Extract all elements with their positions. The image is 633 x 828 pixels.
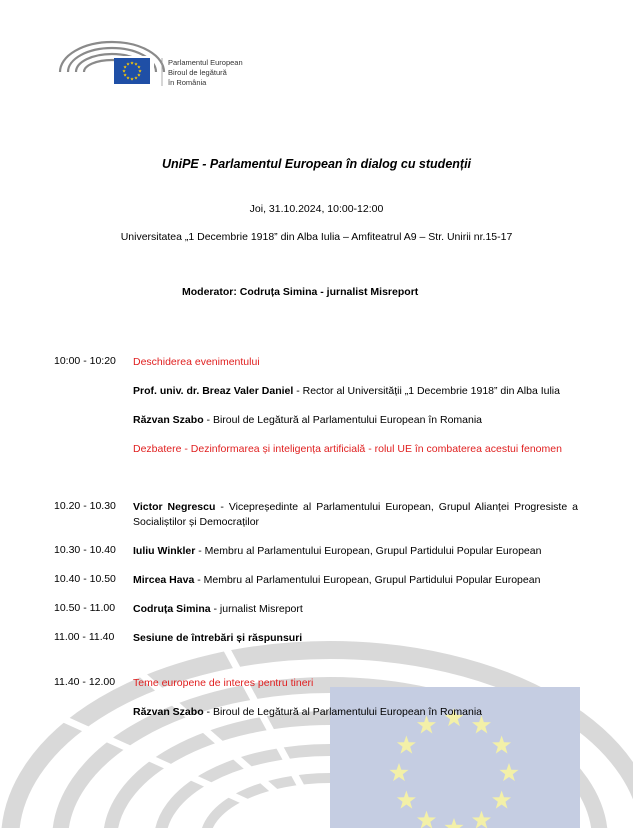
speaker-name: Iuliu Winkler bbox=[133, 545, 196, 557]
event-date: Joi, 31.10.2024, 10:00-12:00 bbox=[249, 203, 384, 215]
speaker-name: Codruța Simina bbox=[133, 603, 211, 615]
speaker-name: Mircea Hava bbox=[133, 574, 195, 586]
agenda-time: 11.00 - 11.40 bbox=[54, 631, 115, 643]
speaker-role: - Biroul de Legătură al Parlamentului European în Romania bbox=[203, 706, 483, 718]
event-title: UniPE - Parlamentul European în dialog cu studenții bbox=[161, 157, 472, 171]
speaker-name: Răzvan Szabo bbox=[133, 414, 204, 426]
logo-line-1: Parlamentul European bbox=[168, 58, 243, 67]
speaker-name: Prof. univ. dr. Breaz Valer Daniel bbox=[133, 385, 294, 397]
agenda-time: 10:00 - 10:20 bbox=[54, 355, 116, 367]
speaker-role: - jurnalist Misreport bbox=[210, 603, 303, 615]
agenda-time: 10.50 - 11.00 bbox=[54, 602, 116, 614]
agenda-time: 10.30 - 10.40 bbox=[54, 544, 116, 556]
event-location: Universitatea „1 Decembrie 1918” din Alba Iulia – Amfiteatrul A9 – Str. Unirii nr.15-17 bbox=[120, 231, 513, 243]
speaker-name: Răzvan Szabo bbox=[133, 706, 204, 718]
agenda-session-title: Sesiune de întrebări și răspunsuri bbox=[133, 632, 303, 644]
logo-line-3: în România bbox=[168, 78, 207, 87]
speaker-role: - Membru al Parlamentului European, Grupul Partidului Popular European bbox=[195, 545, 542, 557]
speaker-name: Victor Negrescu bbox=[133, 501, 216, 513]
speaker-role: - Vicepreședinte al Parlamentului European, Grupul Alianței Progresiste a Socialiștilor și Democraților bbox=[133, 501, 578, 528]
speaker-role: - Membru al Parlamentului European, Grupul Partidului Popular European bbox=[194, 574, 541, 586]
speaker-role: - Biroul de Legătură al Parlamentului European în Romania bbox=[203, 414, 483, 426]
agenda-session-title: Teme europene de interes pentru tineri bbox=[133, 677, 314, 689]
agenda-time: 11.40 - 12.00 bbox=[54, 676, 116, 688]
logo-line-2: Biroul de legătură bbox=[168, 68, 227, 77]
debate-title: Dezbatere - Dezinformarea și inteligența artificială - rolul UE în combaterea acestui fenomen bbox=[133, 443, 562, 455]
logo-text bbox=[168, 58, 243, 88]
agenda-time: 10.20 - 10.30 bbox=[54, 500, 116, 512]
agenda-time: 10.40 - 10.50 bbox=[54, 573, 116, 585]
speaker-role: - Rector al Universității „1 Decembrie 1918” din Alba Iulia bbox=[293, 385, 560, 397]
agenda-session-title: Deschiderea evenimentului bbox=[133, 356, 260, 368]
event-moderator: Moderator: Codruța Simina - jurnalist Misreport bbox=[182, 286, 419, 298]
